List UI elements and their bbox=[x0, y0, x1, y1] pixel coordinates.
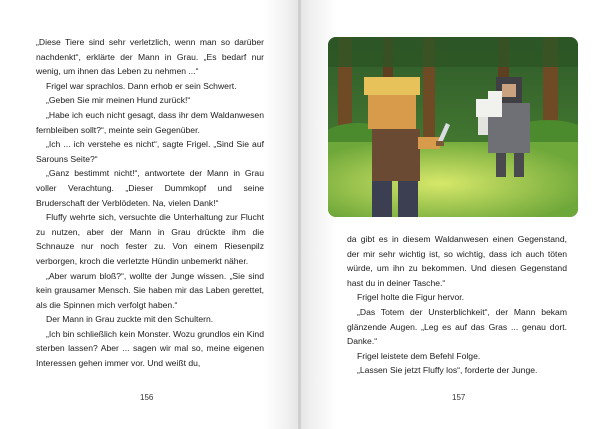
paragraph: „Ich bin schließlich kein Monster. Wozu grundlos ein Kind sterben lassen? Aber ... sagen wir mal so, meine eigenen Interessen gehen immer vor. Und weißt du, bbox=[36, 328, 264, 369]
story-illustration bbox=[328, 37, 578, 217]
paragraph: Frigel war sprachlos. Dann erhob er sein Schwert. bbox=[46, 80, 237, 91]
paragraph: „Habe ich euch nicht gesagt, dass ihr dem Waldanwesen fernbleiben sollt?“, meinte sein Gegenüber. bbox=[36, 109, 264, 135]
paragraph: „Diese Tiere sind sehr verletzlich, wenn man so darüber nachdenkt“, erklärte der Mann in Grau. „Es bedarf nur wenig, um ihnen das Leben zu nehmen ...“ bbox=[36, 37, 264, 77]
page-number-left: 156 bbox=[140, 393, 154, 402]
paragraph: Der Mann in Grau zuckte mit den Schultern. bbox=[46, 314, 214, 325]
paragraph: Frigel holte die Figur hervor. bbox=[357, 292, 464, 303]
left-page bbox=[0, 0, 299, 429]
paragraph: da gibt es in diesem Waldanwesen einen Gegenstand, der mir sehr wichtig ist, so wichtig, dass ich auch töten würde, um ihn zu bekommen. Und diesen Gegenstand hast du in deiner Tasche.“ bbox=[347, 234, 567, 288]
paragraph: „Ganz bestimmt nicht!“, antwortete der Mann in Grau voller Verachtung. „Dieser Dummkopf und seine Bruderschaft der Verblödeten. Na, vielen Dank!“ bbox=[36, 168, 264, 208]
left-page-text bbox=[36, 35, 264, 371]
paragraph: Frigel leistete dem Befehl Folge. bbox=[357, 350, 481, 361]
paragraph: „Das Totem der Unsterblichkeit“, der Mann bekam glänzende Augen. „Leg es auf das Gras ... genau dort. Danke.“ bbox=[347, 306, 567, 347]
paragraph: „Lassen Sie jetzt Fluffy los“, forderte der Junge. bbox=[357, 365, 538, 376]
paragraph: „Ich ... ich verstehe es nicht“, sagte Frigel. „Sind Sie auf Sarouns Seite?“ bbox=[36, 139, 264, 164]
paragraph: „Aber warum bloß?“, wollte der Junge wissen. „Sie sind kein grausamer Mensch. Sie haben mir das Laben gerettet, als die Spinnen mich verfolgt haben.“ bbox=[36, 270, 264, 310]
paragraph: „Geben Sie mir meinen Hund zurück!“ bbox=[46, 95, 191, 106]
right-page-text bbox=[347, 232, 567, 378]
paragraph: Fluffy wehrte sich, versuchte die Unterhaltung zur Flucht zu nutzen, aber der Mann in Grau drückte ihm die Schnauze nur noch fester zu. Von einem Riesenpilz verborgen, kroch die verletzte Hündin unbemerkt näher. bbox=[36, 212, 264, 266]
page-number-right: 157 bbox=[452, 393, 466, 402]
